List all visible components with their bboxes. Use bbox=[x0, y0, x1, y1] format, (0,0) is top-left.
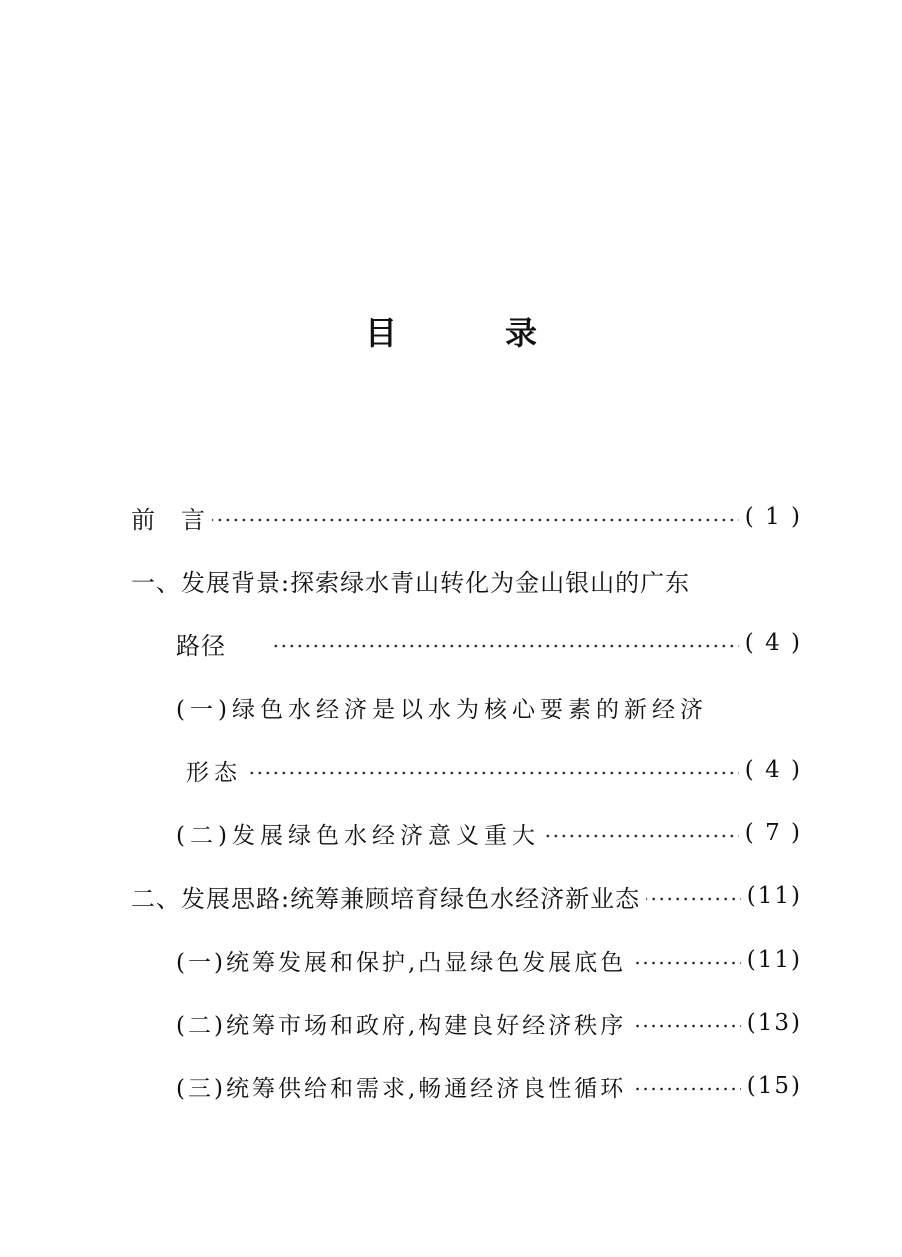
toc-entry-label: (三)统筹供给和需求,畅通经济良性循环 bbox=[176, 1075, 627, 1102]
toc-page-number: ( 7 ) bbox=[744, 820, 802, 846]
toc-entry-section-1-2[interactable] bbox=[176, 813, 802, 853]
toc-entry-label: (一)绿色水经济是以水为核心要素的新经济 bbox=[176, 696, 708, 723]
toc-leader bbox=[632, 943, 741, 983]
toc-entry-chapter-2[interactable] bbox=[131, 876, 802, 916]
toc-page-number: ( 4 ) bbox=[744, 757, 802, 783]
toc-leader bbox=[632, 1069, 741, 1109]
toc-leader bbox=[212, 500, 739, 540]
toc-page-number: (11) bbox=[746, 947, 802, 973]
toc-entry-label: (二)统筹市场和政府,构建良好经济秩序 bbox=[176, 1012, 627, 1039]
toc-entry-label: 二、发展思路:统筹兼顾培育绿色水经济新业态 bbox=[131, 884, 641, 913]
toc-leader bbox=[632, 1006, 741, 1046]
page-title: 目 录 bbox=[364, 314, 575, 352]
toc-entry-chapter-1-cont[interactable] bbox=[176, 623, 802, 663]
toc-entry-label: (二)发展绿色水经济意义重大 bbox=[176, 822, 540, 849]
toc-leader bbox=[248, 753, 739, 793]
toc-entry-section-1-1[interactable] bbox=[176, 687, 708, 727]
toc-page-number: ( 4 ) bbox=[744, 630, 802, 656]
toc-entry-section-2-1[interactable] bbox=[176, 940, 802, 980]
toc-entry-section-2-3[interactable] bbox=[176, 1066, 802, 1106]
toc-entry-section-1-1-cont[interactable] bbox=[186, 750, 802, 790]
toc-page-number: ( 1 ) bbox=[744, 504, 802, 530]
toc-page-number: (15) bbox=[746, 1073, 802, 1099]
toc-leader bbox=[272, 626, 739, 666]
toc-entry-label: 前 言 bbox=[131, 505, 206, 534]
toc-entry-preface[interactable] bbox=[131, 497, 802, 537]
toc-entry-label: 一、发展背景:探索绿水青山转化为金山银山的广东 bbox=[131, 568, 691, 597]
toc-entry-label: 路径 bbox=[176, 631, 226, 660]
toc-entry-section-2-2[interactable] bbox=[176, 1003, 802, 1043]
toc-leader bbox=[546, 816, 739, 856]
toc-page-number: (11) bbox=[746, 883, 802, 909]
toc-leader bbox=[646, 879, 741, 919]
toc-entry-label: (一)统筹发展和保护,凸显绿色发展底色 bbox=[176, 949, 627, 976]
toc-page-number: (13) bbox=[746, 1010, 802, 1036]
toc-entry-chapter-1[interactable] bbox=[131, 560, 690, 600]
toc-entry-label: 形态 bbox=[186, 759, 242, 786]
